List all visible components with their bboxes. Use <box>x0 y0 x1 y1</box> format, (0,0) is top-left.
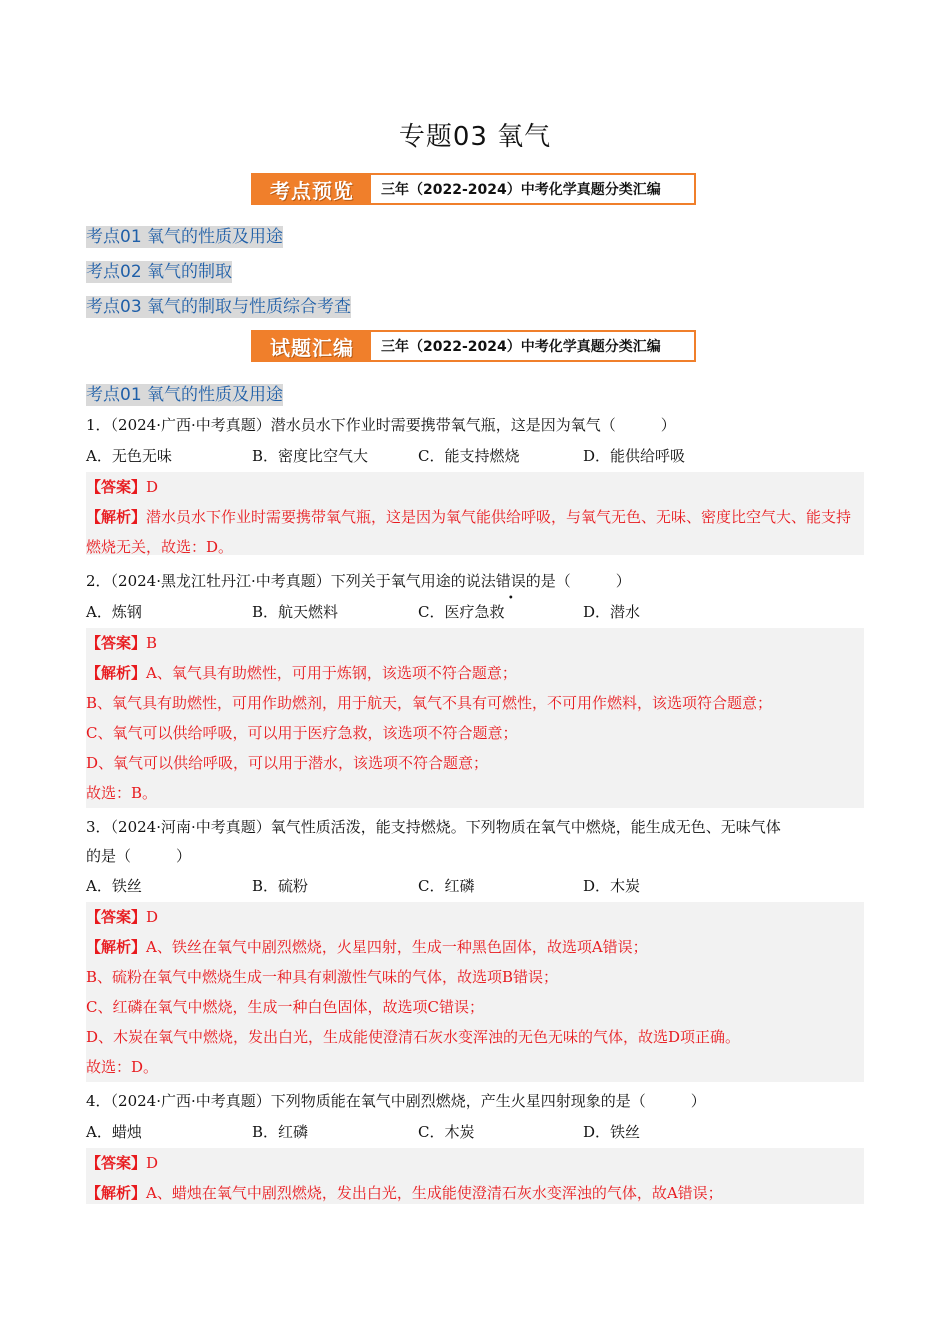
banner-tag: 考点预览 <box>253 175 371 203</box>
page-title: 专题03 氧气 <box>398 122 552 152</box>
option-d: D．潜水 <box>583 603 641 621</box>
option-c: C．红磷 <box>418 877 475 895</box>
option-a: A．蜡烛 <box>86 1123 142 1141</box>
toc-item-2[interactable]: 考点02 氧气的制取 <box>86 262 233 282</box>
question-3-options <box>86 871 864 901</box>
analysis-line: C、红磷在氧气中燃烧，生成一种白色固体，故选项C错误； <box>86 998 484 1016</box>
analysis-line: D、氧气可以供给呼吸，可以用于潜水，该选项不符合题意； <box>86 754 489 772</box>
question-4-options <box>86 1117 864 1147</box>
option-b: B．密度比空气大 <box>252 447 369 465</box>
option-a: A．炼钢 <box>86 603 142 621</box>
question-1-stem: 1．（2024·广西·中考真题）潜水员水下作业时需要携带氧气瓶，这是因为氧气（ ） <box>86 416 676 434</box>
preview-banner <box>251 173 696 205</box>
question-2-options <box>86 597 864 627</box>
analysis-line: 【解析】A、铁丝在氧气中剧烈燃烧，火星四射，生成一种黑色固体，故选项A错误； <box>86 938 648 956</box>
analysis-line: 【解析】A、蜡烛在氧气中剧烈燃烧，发出白光，生成能使澄清石灰水变浑浊的气体，故A错误； <box>86 1184 723 1202</box>
analysis-line: D、木炭在氧气中燃烧，发出白光，生成能使澄清石灰水变浑浊的无色无味的气体，故选D项正确。 <box>86 1028 741 1046</box>
option-b: B．航天燃料 <box>252 603 339 621</box>
analysis-line: B、氧气具有助燃性，可用作助燃剂，用于航天，氧气不具有可燃性，不可用作燃料，该选项符合题意； <box>86 694 773 712</box>
analysis-line: C、氧气可以供给呼吸，可以用于医疗急救，该选项不符合题意； <box>86 724 518 742</box>
answer-line: 【答案】B <box>86 634 158 652</box>
answer-line: 【答案】D <box>86 1154 159 1172</box>
question-3-answer-block <box>86 902 864 1082</box>
option-c: C．能支持燃烧 <box>418 447 520 465</box>
option-c: C．医疗急救 <box>418 603 505 621</box>
answer-line: 【答案】D <box>86 908 159 926</box>
question-3-stem-line-2: 的是（ ） <box>86 847 192 865</box>
question-2-stem: 2．（2024·黑龙江牡丹江·中考真题）下列关于氧气用途的说法错误的是（ ） <box>86 572 631 590</box>
analysis-line: B、硫粉在氧气中燃烧生成一种具有刺激性气味的气体，故选项B错误； <box>86 968 559 986</box>
question-2-answer-block <box>86 628 864 808</box>
banner-subtitle: 三年（2022-2024）中考化学真题分类汇编 <box>381 339 661 355</box>
option-c: C．木炭 <box>418 1123 475 1141</box>
banner-subtitle: 三年（2022-2024）中考化学真题分类汇编 <box>381 182 661 198</box>
banner-tag: 试题汇编 <box>253 332 371 360</box>
option-b: B．硫粉 <box>252 877 309 895</box>
section-heading: 考点01 氧气的性质及用途 <box>86 385 284 405</box>
question-4-stem: 4．（2024·广西·中考真题）下列物质能在氧气中剧烈燃烧，产生火星四射现象的是（ ） <box>86 1092 706 1110</box>
question-4-answer-block <box>86 1148 864 1204</box>
option-d: D．铁丝 <box>583 1123 641 1141</box>
answer-line: 【答案】D <box>86 478 159 496</box>
toc-item-1[interactable]: 考点01 氧气的性质及用途 <box>86 227 284 247</box>
analysis-line: 故选：D。 <box>86 1058 159 1076</box>
option-b: B．红磷 <box>252 1123 309 1141</box>
analysis-text: 【解析】潜水员水下作业时需要携带氧气瓶，这是因为氧气能供给呼吸，与氧气无色、无味、密度比空气大、能支持燃烧无关，故选：D。 <box>86 508 852 556</box>
question-3-stem-line-1: 3．（2024·河南·中考真题）氧气性质活泼，能支持燃烧。下列物质在氧气中燃烧，能生成无色、无味气体 <box>86 818 781 836</box>
toc-item-3[interactable]: 考点03 氧气的制取与性质综合考查 <box>86 297 352 317</box>
option-d: D．能供给呼吸 <box>583 447 686 465</box>
option-a: A．铁丝 <box>86 877 142 895</box>
analysis-line: 故选：B。 <box>86 784 158 802</box>
analysis-line: 【解析】A、氧气具有助燃性，可用于炼钢，该选项不符合题意； <box>86 664 517 682</box>
option-d: D．木炭 <box>583 877 641 895</box>
question-1-answer-block <box>86 472 864 555</box>
compilation-banner <box>251 330 696 362</box>
question-1-options <box>86 441 864 471</box>
option-a: A．无色无味 <box>86 447 172 465</box>
